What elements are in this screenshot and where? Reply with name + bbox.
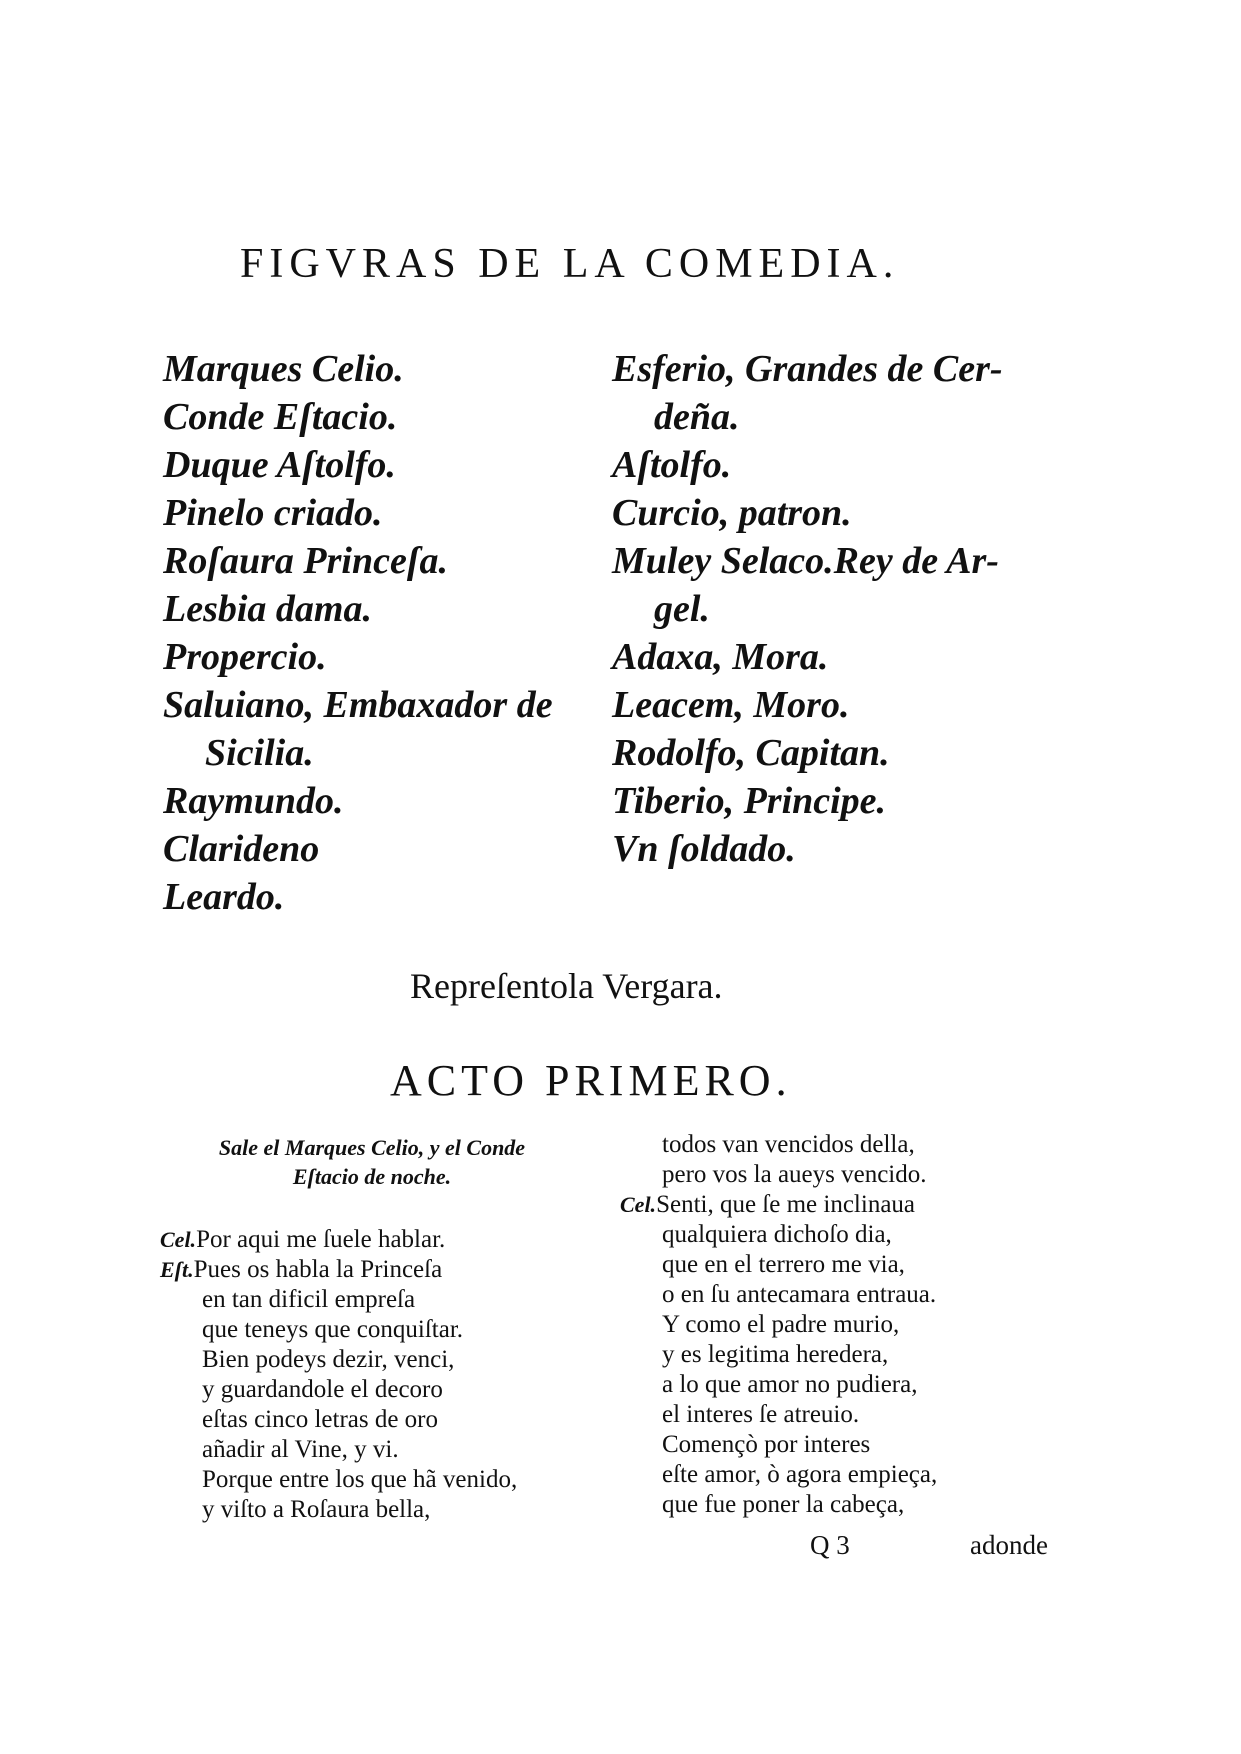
speaker-label: Cel. bbox=[620, 1192, 657, 1217]
verse-line bbox=[620, 1250, 937, 1280]
cast-entry: Raymundo. bbox=[163, 780, 344, 822]
verse-line bbox=[160, 1255, 517, 1285]
cast-entry: Duque Aſtolfo. bbox=[163, 444, 396, 486]
verse-text: añadir al Vine, y vi. bbox=[202, 1436, 399, 1463]
signature-mark: Q 3 bbox=[810, 1530, 850, 1560]
verse-text: a lo que amor no pudiera, bbox=[662, 1371, 918, 1398]
catchword: adonde bbox=[970, 1530, 1048, 1560]
cast-entry-continuation: Sicilia. bbox=[205, 732, 314, 774]
verse-line bbox=[160, 1405, 517, 1435]
cast-entry: Curcio, patron. bbox=[612, 492, 852, 534]
stage-direction bbox=[162, 1133, 582, 1191]
verse-text: el interes ſe atreuio. bbox=[662, 1401, 860, 1428]
verse-text: que en el terrero me via, bbox=[662, 1251, 905, 1278]
speaker-label: Eſt. bbox=[160, 1257, 194, 1282]
performance-credit: Repreſentola Vergara. bbox=[410, 966, 723, 1006]
verse-line bbox=[620, 1310, 937, 1340]
verse-text: y es legitima heredera, bbox=[662, 1341, 889, 1368]
cast-entry: Saluiano, Embaxador de bbox=[163, 684, 553, 726]
cast-entry: Rodolfo, Capitan. bbox=[612, 732, 890, 774]
verse-column-right bbox=[620, 1130, 937, 1520]
cast-list-left bbox=[163, 345, 593, 921]
verse-line bbox=[160, 1465, 517, 1495]
verse-line bbox=[620, 1490, 937, 1520]
verse-text: todos van vencidos della, bbox=[662, 1131, 915, 1158]
cast-entry: Muley Selaco.Rey de Ar- bbox=[612, 540, 999, 582]
verse-line bbox=[620, 1280, 937, 1310]
cast-entry: Aſtolfo. bbox=[612, 444, 732, 486]
verse-line bbox=[160, 1285, 517, 1315]
cast-entry-continuation: deña. bbox=[654, 396, 740, 438]
verse-line bbox=[620, 1220, 937, 1250]
verse-text: y guardandole el decoro bbox=[202, 1376, 443, 1403]
verse-text: Por aqui me ſuele hablar. bbox=[196, 1226, 446, 1253]
verse-line bbox=[160, 1225, 517, 1255]
verse-line bbox=[160, 1345, 517, 1375]
cast-entry: Vn ſoldado. bbox=[612, 828, 796, 870]
verse-line bbox=[620, 1400, 937, 1430]
verse-text: qualquiera dichoſo dia, bbox=[662, 1221, 892, 1248]
verse-line bbox=[160, 1315, 517, 1345]
verse-text: que teneys que conquiſtar. bbox=[202, 1316, 464, 1343]
page-title: FIGVRAS DE LA COMEDIA. bbox=[240, 241, 900, 287]
verse-line bbox=[620, 1130, 937, 1160]
speaker-label: Cel. bbox=[160, 1227, 197, 1252]
verse-text: eſte amor, ò agora empieça, bbox=[662, 1461, 938, 1488]
cast-entry: Roſaura Princeſa. bbox=[163, 540, 448, 582]
act-heading: ACTO PRIMERO. bbox=[390, 1056, 792, 1105]
cast-entry: Adaxa, Mora. bbox=[612, 636, 829, 678]
verse-text: Començò por interes bbox=[662, 1431, 871, 1458]
verse-line bbox=[620, 1460, 937, 1490]
verse-line bbox=[620, 1340, 937, 1370]
verse-line bbox=[160, 1495, 517, 1525]
verse-line bbox=[620, 1370, 937, 1400]
verse-text: en tan dificil empreſa bbox=[202, 1286, 416, 1313]
verse-line bbox=[620, 1190, 937, 1220]
cast-entry: Esferio, Grandes de Cer- bbox=[612, 348, 1003, 390]
cast-entry: Leacem, Moro. bbox=[612, 684, 850, 726]
verse-line bbox=[620, 1430, 937, 1460]
verse-text: que fue poner la cabeça, bbox=[662, 1491, 905, 1518]
verse-line bbox=[160, 1435, 517, 1465]
cast-entry: Marques Celio. bbox=[163, 348, 404, 390]
stage-direction-line: Sale el Marques Celio, y el Conde bbox=[218, 1135, 526, 1160]
cast-entry: Conde Eſtacio. bbox=[163, 396, 398, 438]
cast-entry: Propercio. bbox=[163, 636, 327, 678]
cast-entry-continuation: gel. bbox=[654, 588, 710, 630]
cast-entry: Clarideno bbox=[163, 828, 320, 870]
cast-entry: Lesbia dama. bbox=[163, 588, 372, 630]
verse-text: Y como el padre murio, bbox=[662, 1311, 900, 1338]
verse-text: Pues os habla la Princeſa bbox=[193, 1256, 443, 1283]
cast-list-right bbox=[612, 345, 1082, 873]
verse-text: Bien podeys dezir, venci, bbox=[202, 1346, 455, 1373]
verse-text: y viſto a Roſaura bella, bbox=[202, 1496, 431, 1523]
verse-text: Senti, que ſe me inclinaua bbox=[656, 1191, 916, 1218]
verse-column-left bbox=[160, 1225, 517, 1525]
verse-text: Porque entre los que hã venido, bbox=[202, 1466, 518, 1493]
cast-entry: Pinelo criado. bbox=[163, 492, 383, 534]
cast-entry: Leardo. bbox=[163, 876, 285, 918]
verse-text: eſtas cinco letras de oro bbox=[202, 1406, 439, 1433]
verse-text: pero vos la aueys vencido. bbox=[662, 1161, 927, 1188]
verse-line bbox=[620, 1160, 937, 1190]
stage-direction-line: Eſtacio de noche. bbox=[292, 1164, 452, 1189]
cast-entry: Tiberio, Principe. bbox=[612, 780, 887, 822]
verse-text: o en ſu antecamara entraua. bbox=[662, 1281, 937, 1308]
verse-line bbox=[160, 1375, 517, 1405]
